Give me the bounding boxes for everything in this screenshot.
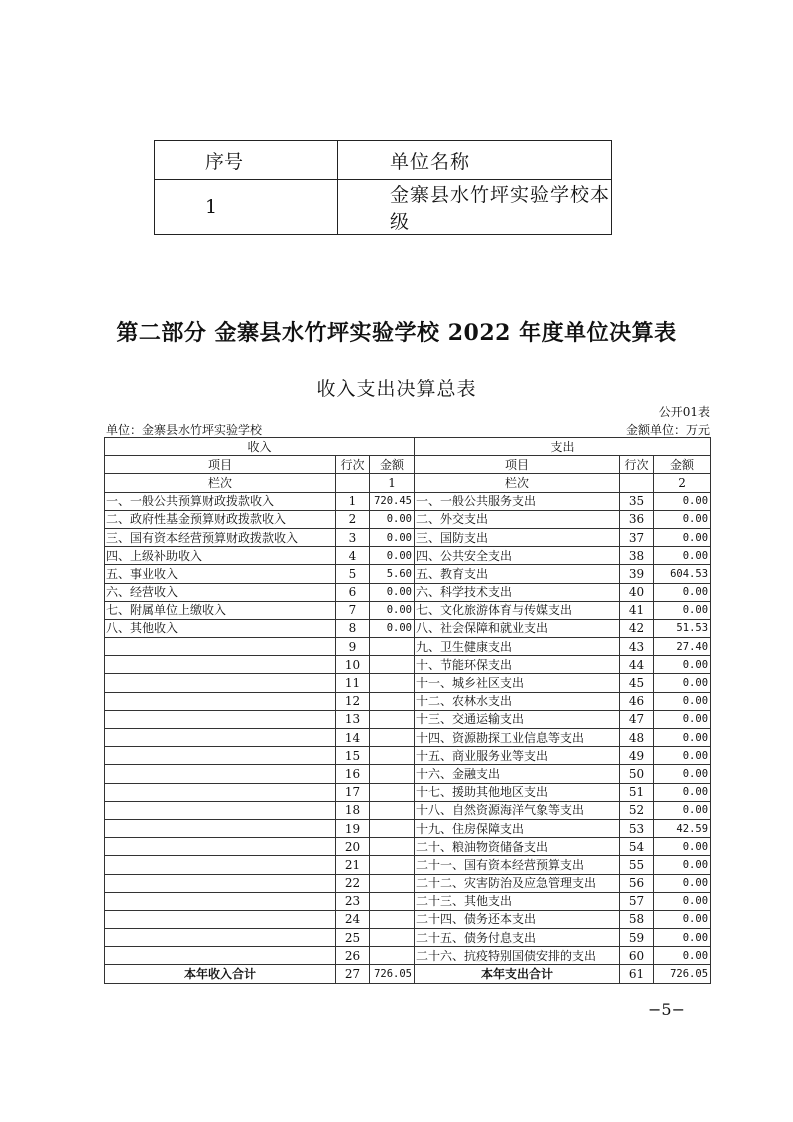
expense-row-no-cell: 43 [620,638,654,656]
expense-row-no-cell: 38 [620,547,654,565]
expense-row-no-cell: 45 [620,674,654,692]
expense-row-no-cell: 46 [620,692,654,710]
income-row-no-cell: 26 [336,947,370,965]
table-row [105,510,711,528]
table-row [105,692,711,710]
income-row-no-cell: 7 [336,601,370,619]
money-unit: 金额单位：万元 [625,423,710,437]
table-row [105,656,711,674]
expense-item-cell: 十九、住房保障支出 [415,819,620,837]
income-row-no-cell: 14 [336,729,370,747]
expense-item-cell: 七、文化旅游体育与传媒支出 [415,601,620,619]
income-amount-cell: 0.00 [370,510,415,528]
expense-row-no-cell: 58 [620,910,654,928]
income-item-cell: 六、经营收入 [105,583,336,601]
total-row [105,965,711,983]
income-item-cell [105,729,336,747]
table-row [105,765,711,783]
income-amount-cell [370,783,415,801]
income-amount-cell [370,656,415,674]
income-expense-table [104,437,711,984]
unit-list-table [154,140,612,235]
expense-amount-cell: 0.00 [654,528,711,546]
empty-cell [336,474,370,492]
income-item-cell [105,838,336,856]
table-row [105,528,711,546]
income-row-no-cell: 22 [336,874,370,892]
table-row [105,838,711,856]
table-row [105,638,711,656]
income-row-no-cell: 6 [336,583,370,601]
expense-item-cell: 六、科学技术支出 [415,583,620,601]
expense-row-no-cell: 50 [620,765,654,783]
table-row [105,729,711,747]
expense-amount-cell: 0.00 [654,910,711,928]
income-total-row-no: 27 [336,965,370,983]
table-row [105,874,711,892]
seq-header: 序号 [155,141,338,180]
expense-section-header: 支出 [415,438,711,456]
table-row [105,547,711,565]
expense-row-no-cell: 47 [620,710,654,728]
expense-amount-header: 金额 [654,456,711,474]
expense-row-no-cell: 44 [620,656,654,674]
expense-item-cell: 二十三、其他支出 [415,892,620,910]
table-row [105,583,711,601]
expense-amount-cell: 0.00 [654,765,711,783]
income-item-cell: 一、一般公共预算财政拨款收入 [105,492,336,510]
expense-item-cell: 四、公共安全支出 [415,547,620,565]
unit-table-header-row [155,141,612,180]
income-amount-cell [370,838,415,856]
expense-amount-cell: 0.00 [654,783,711,801]
expense-amount-cell: 27.40 [654,638,711,656]
income-item-cell [105,874,336,892]
income-row-no-cell: 15 [336,747,370,765]
income-row-no-cell: 18 [336,801,370,819]
income-section-header: 收入 [105,438,415,456]
income-item-cell: 七、附属单位上缴收入 [105,601,336,619]
income-row-no-cell: 1 [336,492,370,510]
income-item-cell [105,747,336,765]
expense-lanci-number: 2 [654,474,711,492]
income-amount-cell [370,638,415,656]
table-row [105,747,711,765]
table-row [105,492,711,510]
income-item-header: 项目 [105,456,336,474]
expense-row-no-cell: 57 [620,892,654,910]
expense-row-no-cell: 35 [620,492,654,510]
income-amount-cell [370,856,415,874]
income-amount-cell [370,874,415,892]
income-amount-cell [370,747,415,765]
expense-item-cell: 五、教育支出 [415,565,620,583]
expense-item-cell: 十七、援助其他地区支出 [415,783,620,801]
expense-item-cell: 二十四、债务还本支出 [415,910,620,928]
expense-row-no-cell: 41 [620,601,654,619]
income-row-no-cell: 21 [336,856,370,874]
expense-total-amount: 726.05 [654,965,711,983]
income-item-cell: 二、政府性基金预算财政拨款收入 [105,510,336,528]
expense-row-no-header: 行次 [620,456,654,474]
income-row-no-cell: 8 [336,619,370,637]
income-row-no-cell: 2 [336,510,370,528]
income-item-cell: 五、事业收入 [105,565,336,583]
expense-amount-cell: 0.00 [654,692,711,710]
income-row-no-cell: 16 [336,765,370,783]
income-amount-cell [370,892,415,910]
expense-amount-cell: 0.00 [654,856,711,874]
income-total-amount: 726.05 [370,965,415,983]
table-title: 收入支出决算总表 [316,378,477,400]
income-item-cell [105,656,336,674]
expense-item-cell: 十四、资源勘探工业信息等支出 [415,729,620,747]
income-row-no-cell: 24 [336,910,370,928]
empty-cell [620,474,654,492]
income-amount-cell [370,710,415,728]
income-row-no-cell: 19 [336,819,370,837]
expense-item-cell: 十五、商业服务业等支出 [415,747,620,765]
expense-amount-cell: 0.00 [654,729,711,747]
expense-total-label: 本年支出合计 [415,965,620,983]
income-item-cell [105,692,336,710]
income-amount-cell: 0.00 [370,619,415,637]
income-item-cell [105,856,336,874]
income-row-no-cell: 20 [336,838,370,856]
expense-row-no-cell: 53 [620,819,654,837]
income-item-cell [105,929,336,947]
income-amount-cell: 0.00 [370,601,415,619]
table-row [105,910,711,928]
income-amount-cell [370,674,415,692]
expense-row-no-cell: 39 [620,565,654,583]
section-header-row [105,438,711,456]
expense-amount-cell: 51.53 [654,619,711,637]
expense-amount-cell: 0.00 [654,838,711,856]
income-item-cell [105,783,336,801]
expense-item-cell: 二十五、债务付息支出 [415,929,620,947]
income-item-cell [105,765,336,783]
expense-item-cell: 八、社会保障和就业支出 [415,619,620,637]
income-row-no-cell: 12 [336,692,370,710]
income-row-no-cell: 4 [336,547,370,565]
income-item-cell: 八、其他收入 [105,619,336,637]
expense-row-no-cell: 40 [620,583,654,601]
expense-amount-cell: 0.00 [654,674,711,692]
expense-amount-cell: 0.00 [654,656,711,674]
income-amount-cell: 0.00 [370,528,415,546]
expense-row-no-cell: 52 [620,801,654,819]
column-header-row [105,456,711,474]
expense-amount-cell: 0.00 [654,747,711,765]
income-item-cell [105,892,336,910]
expense-lanci-label: 栏次 [415,474,620,492]
expense-row-no-cell: 56 [620,874,654,892]
page-number: −5− [648,1000,685,1019]
expense-amount-cell: 0.00 [654,874,711,892]
expense-row-no-cell: 54 [620,838,654,856]
expense-row-no-cell: 37 [620,528,654,546]
table-row [105,601,711,619]
income-item-cell: 三、国有资本经营预算财政拨款收入 [105,528,336,546]
expense-amount-cell: 0.00 [654,583,711,601]
income-amount-cell: 5.60 [370,565,415,583]
income-row-no-cell: 17 [336,783,370,801]
table-row [105,947,711,965]
income-amount-cell [370,947,415,965]
table-row [105,710,711,728]
table-row [105,819,711,837]
expense-amount-cell: 0.00 [654,947,711,965]
income-amount-cell [370,801,415,819]
column-index-row [105,474,711,492]
expense-total-row-no: 61 [620,965,654,983]
income-amount-cell [370,929,415,947]
expense-item-cell: 十二、农林水支出 [415,692,620,710]
expense-row-no-cell: 59 [620,929,654,947]
income-amount-cell: 0.00 [370,547,415,565]
expense-amount-cell: 42.59 [654,819,711,837]
expense-item-cell: 二、外交支出 [415,510,620,528]
expense-item-cell: 十八、自然资源海洋气象等支出 [415,801,620,819]
income-total-label: 本年收入合计 [105,965,336,983]
expense-amount-cell: 0.00 [654,892,711,910]
income-item-cell [105,638,336,656]
expense-amount-cell: 0.00 [654,710,711,728]
expense-item-cell: 十、节能环保支出 [415,656,620,674]
table-row [105,801,711,819]
income-item-cell: 四、上级补助收入 [105,547,336,565]
expense-row-no-cell: 51 [620,783,654,801]
expense-row-no-cell: 49 [620,747,654,765]
expense-row-no-cell: 60 [620,947,654,965]
table-row [105,856,711,874]
income-item-cell [105,710,336,728]
expense-item-cell: 九、卫生健康支出 [415,638,620,656]
expense-amount-cell: 0.00 [654,601,711,619]
income-row-no-cell: 25 [336,929,370,947]
income-amount-cell: 720.45 [370,492,415,510]
expense-row-no-cell: 55 [620,856,654,874]
expense-amount-cell: 0.00 [654,929,711,947]
income-item-cell [105,947,336,965]
income-amount-cell [370,819,415,837]
part-title: 第二部分 金寨县水竹坪实验学校 2022 年度单位决算表 [116,320,677,346]
expense-item-cell: 十六、金融支出 [415,765,620,783]
expense-item-cell: 二十一、国有资本经营预算支出 [415,856,620,874]
reporting-unit: 单位：金寨县水竹坪实验学校 [106,423,263,437]
expense-item-header: 项目 [415,456,620,474]
income-amount-cell [370,910,415,928]
expense-row-no-cell: 48 [620,729,654,747]
expense-amount-cell: 0.00 [654,547,711,565]
table-row [105,619,711,637]
income-amount-header: 金额 [370,456,415,474]
expense-item-cell: 二十、粮油物资储备支出 [415,838,620,856]
income-amount-cell [370,729,415,747]
expense-amount-cell: 0.00 [654,801,711,819]
income-row-no-cell: 9 [336,638,370,656]
income-lanci-label: 栏次 [105,474,336,492]
income-item-cell [105,819,336,837]
table-row [105,565,711,583]
expense-item-cell: 一、一般公共服务支出 [415,492,620,510]
form-code: 公开01表 [658,405,710,419]
unit-name-header: 单位名称 [338,141,612,180]
expense-item-cell: 十一、城乡社区支出 [415,674,620,692]
income-amount-cell [370,765,415,783]
income-row-no-cell: 23 [336,892,370,910]
income-row-no-cell: 13 [336,710,370,728]
table-row [105,674,711,692]
table-row [105,892,711,910]
table-row [105,783,711,801]
income-amount-cell: 0.00 [370,583,415,601]
unit-table-row [155,180,612,235]
expense-item-cell: 二十二、灾害防治及应急管理支出 [415,874,620,892]
income-item-cell [105,801,336,819]
expense-amount-cell: 0.00 [654,492,711,510]
expense-item-cell: 二十六、抗疫特别国债安排的支出 [415,947,620,965]
income-item-cell [105,910,336,928]
unit-name-cell: 金寨县水竹坪实验学校本级 [338,180,612,235]
income-item-cell [105,674,336,692]
expense-amount-cell: 0.00 [654,510,711,528]
expense-row-no-cell: 36 [620,510,654,528]
income-row-no-cell: 3 [336,528,370,546]
table-row [105,929,711,947]
expense-item-cell: 三、国防支出 [415,528,620,546]
expense-row-no-cell: 42 [620,619,654,637]
income-row-no-cell: 5 [336,565,370,583]
income-row-no-cell: 11 [336,674,370,692]
income-amount-cell [370,692,415,710]
income-row-no-header: 行次 [336,456,370,474]
seq-cell: 1 [155,180,338,235]
expense-item-cell: 十三、交通运输支出 [415,710,620,728]
income-lanci-number: 1 [370,474,415,492]
expense-amount-cell: 604.53 [654,565,711,583]
income-row-no-cell: 10 [336,656,370,674]
